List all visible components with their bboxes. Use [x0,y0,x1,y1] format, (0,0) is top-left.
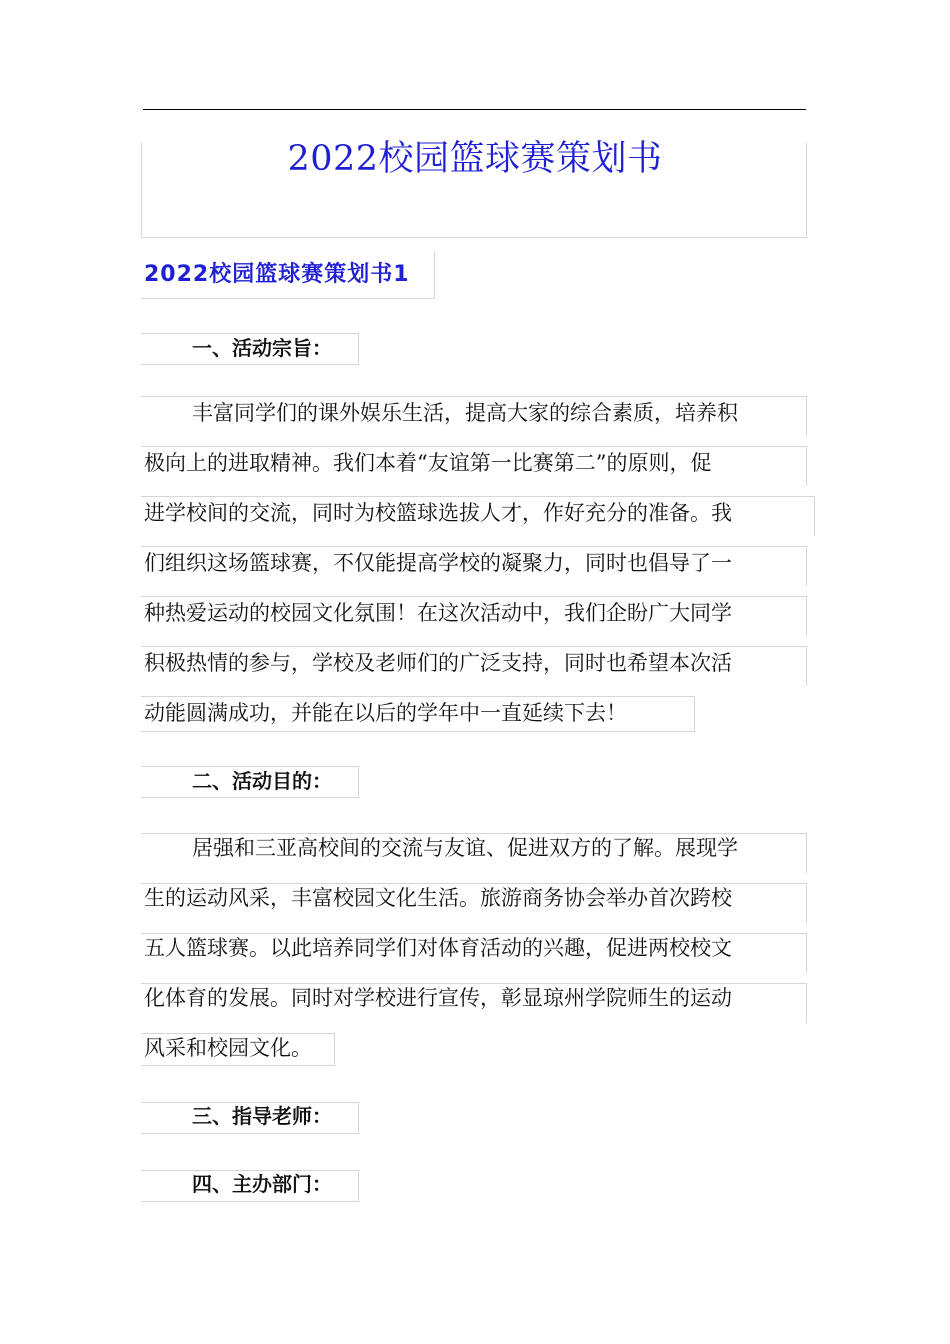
paragraph-line: 风采和校园文化。 [144,1036,312,1060]
section-heading-purpose: 一、活动宗旨： [192,336,332,360]
paragraph-line: 极向上的进取精神。我们本着“友谊第一比赛第二”的原则，促 [144,451,712,475]
paragraph-line: 丰富同学们的课外娱乐生活，提高大家的综合素质，培养积 [192,401,738,425]
document-title: 2022校园篮球赛策划书 [287,139,663,179]
paragraph-line: 积极热情的参与，学校及老师们的广泛支持，同时也希望本次活 [144,651,732,675]
paragraph-line: 化体育的发展。同时对学校进行宣传，彰显琼州学院师生的运动 [144,986,732,1010]
paragraph-line: 种热爱运动的校园文化氛围！在这次活动中，我们企盼广大同学 [144,601,732,625]
paragraph-line: 生的运动风采，丰富校园文化生活。旅游商务协会举办首次跨校 [144,886,732,910]
section-heading-advisor: 三、指导老师： [192,1104,332,1128]
paragraph-line: 动能圆满成功，并能在以后的学年中一直延续下去！ [144,701,627,725]
paragraph-line: 五人篮球赛。以此培养同学们对体育活动的兴趣，促进两校校文 [144,936,732,960]
section-heading-organizer: 四、主办部门： [192,1172,332,1196]
paragraph-line: 进学校间的交流，同时为校篮球选拔人才，作好充分的准备。我 [144,501,732,525]
document-subtitle: 2022校园篮球赛策划书1 [144,262,410,287]
paragraph-line: 们组织这场篮球赛，不仅能提高学校的凝聚力，同时也倡导了一 [144,551,732,575]
top-rule [143,109,806,110]
section-heading-goal: 二、活动目的： [192,769,332,793]
paragraph-line: 居强和三亚高校间的交流与友谊、促进双方的了解。展现学 [192,836,738,860]
